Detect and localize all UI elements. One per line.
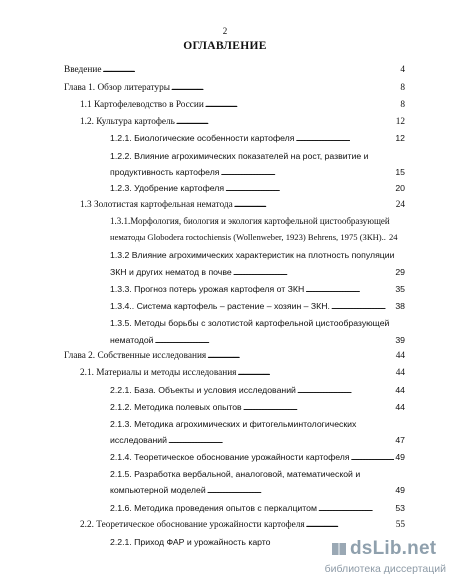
toc-entry-page: 4 xyxy=(400,65,405,75)
page-title: ОГЛАВЛЕНИЕ xyxy=(183,40,267,52)
toc-entry-page: 53 xyxy=(395,503,405,513)
toc-entry-page: 12 xyxy=(395,133,405,143)
toc-entry-2-1-3 xyxy=(110,435,405,446)
toc-entry-text: 2.1.2. Методика полевых опытов xyxy=(110,402,242,412)
toc-entry-page: 8 xyxy=(400,100,405,110)
toc-entry-text: Глава 1. Обзор литературы xyxy=(64,83,170,93)
toc-entry-text: ЗКН и других нематод в почве xyxy=(110,267,232,277)
toc-entry-2-1 xyxy=(80,368,405,379)
toc-entry-1-2 xyxy=(80,117,405,128)
toc-entry-text: 2.2.1. База. Объекты и условия исследований xyxy=(110,385,296,395)
toc-entry-page: 20 xyxy=(395,183,405,193)
toc-entry-page: 12 xyxy=(395,117,405,127)
toc-entry-introduction xyxy=(64,65,405,76)
toc-entry-page: 55 xyxy=(395,520,405,530)
toc-entry-page: 24 xyxy=(388,232,398,242)
toc-entry-text: 2.1.4. Теоретическое обоснование урожайности картофеля xyxy=(110,452,350,462)
toc-entry-text: 1.3.4.. Система картофель – растение – хозяин – ЗКН. xyxy=(110,301,330,311)
toc-entry-1-3-3 xyxy=(110,284,405,295)
toc-entry-text: 1.3.3. Прогноз потерь урожая картофеля от ЗКН xyxy=(110,284,305,294)
book-icon xyxy=(330,540,348,558)
watermark-subtitle: библиотека диссертаций xyxy=(324,563,446,575)
toc-entry-text: 1.2.3. Удобрение картофеля xyxy=(110,183,225,193)
toc-entry-page: 44 xyxy=(395,402,405,412)
toc-entry-chapter-1 xyxy=(64,83,405,94)
toc-entry-text: Введение xyxy=(64,65,102,75)
toc-entry-page: 49 xyxy=(395,452,405,462)
toc-entry-text: 1.2. Культура картофель xyxy=(80,117,175,127)
toc-entry-1-3-1 xyxy=(110,232,405,243)
toc-entry-page: 49 xyxy=(395,485,405,495)
toc-entry-text: продуктивность картофеля xyxy=(110,167,220,177)
toc-entry-page: 35 xyxy=(395,284,405,294)
page-number: 2 xyxy=(222,26,228,36)
toc-entry-1-3-4 xyxy=(110,301,405,312)
toc-entry-1-2-3 xyxy=(110,183,405,194)
toc-entry-text: 2.2. Теоретическое обоснование урожайности картофеля xyxy=(80,520,305,530)
toc-entry-1-2-2 xyxy=(110,167,405,178)
toc-entry-2-1-5-line-1: 2.1.5. Разработка вербальной, аналоговой, математической и xyxy=(110,469,361,479)
toc-entry-page: 47 xyxy=(395,435,405,445)
toc-entry-text: 2.1.6. Методика проведения опытов с перкалцитом xyxy=(110,503,317,513)
toc-entry-page: 15 xyxy=(395,167,405,177)
toc-entry-text: нематодой xyxy=(110,335,154,345)
toc-entry-1-3-1-line-1: 1.3.1.Морфология, биология и экология картофельной цистообразующей xyxy=(110,216,390,226)
toc-entry-chapter-2 xyxy=(64,351,405,362)
toc-entry-1-3-5-line-1: 1.3.5. Методы борьбы с золотистой картофельной цистообразующей xyxy=(110,318,390,328)
watermark xyxy=(296,538,446,578)
toc-entry-text: 1.2.1. Биологические особенности картофеля xyxy=(110,133,295,143)
watermark-logo: dsLib.net xyxy=(350,538,437,559)
toc-entry-page: 44 xyxy=(395,351,405,361)
toc-entry-text: 1.3 Золотистая картофельная нематода xyxy=(80,200,233,210)
toc-entry-page: 29 xyxy=(395,267,405,277)
toc-entry-text: исследований xyxy=(110,435,168,445)
toc-entry-1-3-2 xyxy=(110,267,405,278)
toc-entry-1-2-1 xyxy=(110,133,405,144)
toc-entry-2-2 xyxy=(80,520,405,531)
toc-entry-page: 44 xyxy=(395,385,405,395)
toc-entry-2-1-5 xyxy=(110,485,405,496)
toc-entry-1-3 xyxy=(80,200,405,211)
toc-entry-2-1-2 xyxy=(110,402,405,413)
toc-entry-text: 2.1. Материалы и методы исследования xyxy=(80,368,237,378)
toc-entry-page: 39 xyxy=(395,335,405,345)
toc-entry-1-3-5 xyxy=(110,335,405,346)
toc-entry-page: 38 xyxy=(395,301,405,311)
toc-entry-1-2-2-line-1: 1.2.2. Влияние агрохимических показателей на рост, развитие и xyxy=(110,151,369,161)
toc-entry-1-3-2-line-1: 1.3.2 Влияние агрохимических характеристик на плотность популяции xyxy=(110,250,395,260)
toc-entry-text: компьютерной моделей xyxy=(110,485,206,495)
toc-entry-2-1-4 xyxy=(110,452,405,463)
toc-entry-1-1 xyxy=(80,100,405,111)
toc-entry-2-2-1-truncated: 2.2.1. Приход ФАР и урожайность карто xyxy=(110,537,271,547)
toc-entry-2-1-6 xyxy=(110,503,405,514)
toc-entry-text: 1.1 Картофелеводство в России xyxy=(80,100,204,110)
toc-entry-2-1-3-line-1: 2.1.3. Методика агрохимических и фитогельминтологических xyxy=(110,419,357,429)
toc-entry-page: 24 xyxy=(395,200,405,210)
toc-entry-page: 8 xyxy=(400,83,405,93)
toc-entry-text: Глава 2. Собственные исследования xyxy=(64,351,207,361)
toc-entry-text: нематоды Globodera roctochiensis (Wollenweber, 1923) Behrens, 1975 (ЗКН).. xyxy=(110,232,386,242)
toc-entry-page: 44 xyxy=(395,368,405,378)
toc-entry-2-2-1-base xyxy=(110,385,405,396)
